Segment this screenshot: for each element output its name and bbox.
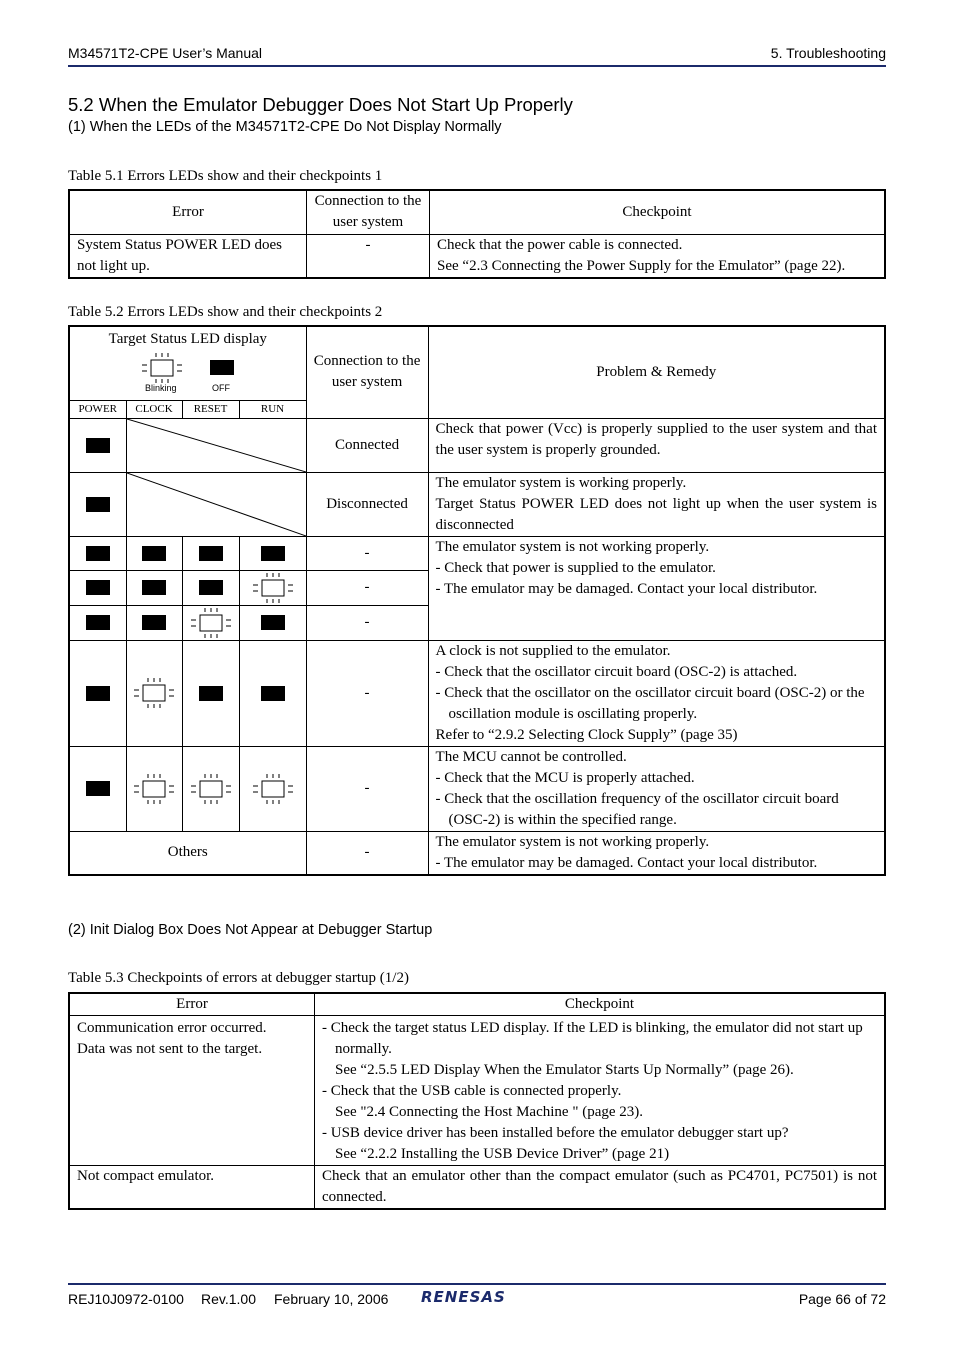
table1-header-error: Error bbox=[69, 190, 307, 234]
led-blinking-icon bbox=[132, 772, 176, 806]
led-off-icon bbox=[86, 686, 110, 701]
led-off-icon bbox=[142, 580, 166, 595]
footer-date: February 10, 2006 bbox=[274, 1291, 389, 1307]
check-line: - Check the target status LED display. If the LED is blinking, the emulator did not start up normally. bbox=[322, 1020, 863, 1057]
remedy-connected: Check that power (Vcc) is properly supplied to the user system and that the user system is properly grounded. bbox=[428, 418, 885, 472]
remedy-line: The emulator system is working properly. bbox=[435, 474, 687, 491]
header-chapter: 5. Troubleshooting bbox=[770, 45, 886, 61]
footer-rule bbox=[68, 1283, 886, 1285]
led-clock-cell bbox=[126, 570, 182, 605]
led-run-cell bbox=[239, 640, 306, 746]
led-reset-cell bbox=[182, 570, 239, 605]
led-blinking-icon bbox=[189, 606, 233, 640]
table2-caption: Table 5.2 Errors LEDs show and their checkpoints 2 bbox=[68, 304, 383, 320]
led-off-icon bbox=[261, 546, 285, 561]
remedy-line: Target Status POWER LED does not light up when the user system is disconnected bbox=[435, 495, 877, 533]
footer-doc-number: REJ10J0972-0100 bbox=[68, 1291, 184, 1307]
led-off-icon bbox=[86, 438, 110, 453]
subsection-title-init-dialog: (2) Init Dialog Box Does Not Appear at Debugger Startup bbox=[68, 922, 433, 938]
led-run-cell bbox=[239, 746, 306, 831]
led-reset-cell bbox=[182, 536, 239, 570]
led-reset-cell bbox=[182, 746, 239, 831]
remedy-line: - Check that the oscillator on the oscillator circuit board (OSC-2) or the oscillation module is oscillating properly. bbox=[435, 684, 865, 722]
led-diagonal-cell bbox=[126, 418, 306, 472]
table1 bbox=[68, 189, 886, 279]
check-line: - USB device driver has been installed before the emulator debugger start up? bbox=[322, 1125, 789, 1141]
led-off-icon bbox=[86, 546, 110, 561]
check-ref: See “2.5.5 LED Display When the Emulator Starts Up Normally” (page 26). bbox=[335, 1062, 794, 1078]
header-manual-title: M34571T2-CPE User’s Manual bbox=[68, 45, 263, 61]
led-power-cell bbox=[69, 418, 126, 472]
led-name-clock: CLOCK bbox=[126, 400, 182, 418]
table3-cell-checkpoint bbox=[315, 1016, 886, 1166]
connection-dash: - bbox=[306, 605, 428, 640]
remedy-line: - Check that the oscillator circuit board (OSC-2) is attached. bbox=[435, 663, 798, 680]
remedy-line: - The emulator may be damaged. Contact your local distributor. bbox=[435, 580, 818, 597]
table3-header-error: Error bbox=[69, 993, 315, 1016]
remedy-mcu bbox=[428, 746, 885, 831]
remedy-line: - Check that the MCU is properly attached. bbox=[435, 769, 695, 786]
table2-header-remedy: Problem & Remedy bbox=[428, 326, 885, 418]
table2 bbox=[68, 325, 886, 876]
legend-blinking-led-icon bbox=[140, 351, 184, 385]
table3-header-checkpoint: Checkpoint bbox=[315, 993, 886, 1016]
remedy-line: The emulator system is not working properly. bbox=[435, 833, 710, 850]
led-blinking-icon bbox=[251, 571, 295, 605]
led-off-icon bbox=[86, 497, 110, 512]
section-title: 5.2 When the Emulator Debugger Does Not Start Up Properly bbox=[68, 94, 573, 115]
led-power-cell bbox=[69, 472, 126, 536]
led-power-cell bbox=[69, 605, 126, 640]
remedy-line: - Check that power is supplied to the emulator. bbox=[435, 559, 716, 576]
diagonal-line bbox=[127, 419, 306, 472]
table1-header-connection: Connection to the user system bbox=[307, 190, 430, 234]
remedy-line: The emulator system is not working properly. bbox=[435, 538, 710, 555]
table3-cell-error: Not compact emulator. bbox=[69, 1166, 315, 1210]
table3-cell-checkpoint: Check that an emulator other than the compact emulator (such as PC4701, PC7501) is not connected. bbox=[315, 1166, 886, 1210]
table3-caption: Table 5.3 Checkpoints of errors at debugger startup (1/2) bbox=[68, 970, 409, 986]
remedy-line: - Check that the oscillation frequency of the oscillator circuit board (OSC-2) is within the specified range. bbox=[435, 790, 839, 828]
led-off-icon bbox=[142, 615, 166, 630]
led-run-cell bbox=[239, 570, 306, 605]
led-power-cell bbox=[69, 640, 126, 746]
led-off-icon bbox=[86, 580, 110, 595]
led-legend bbox=[70, 350, 306, 398]
led-diagonal-cell bbox=[126, 472, 306, 536]
led-name-reset: RESET bbox=[182, 400, 239, 418]
remedy-line: - The emulator may be damaged. Contact your local distributor. bbox=[435, 854, 818, 871]
remedy-line: Refer to “2.9.2 Selecting Clock Supply” (page 35) bbox=[435, 726, 738, 743]
header-rule bbox=[68, 65, 886, 67]
led-display-header bbox=[69, 326, 306, 400]
table1-check-ref: See “2.3 Connecting the Power Supply for the Emulator” (page 22). bbox=[437, 257, 846, 274]
led-clock-cell bbox=[126, 605, 182, 640]
led-off-icon bbox=[261, 686, 285, 701]
table1-header-checkpoint: Checkpoint bbox=[430, 190, 886, 234]
table1-cell-connection: - bbox=[307, 234, 430, 278]
remedy-line: The MCU cannot be controlled. bbox=[435, 748, 627, 765]
subsection-title-leds: (1) When the LEDs of the M34571T2-CPE Do Not Display Normally bbox=[68, 119, 502, 135]
led-power-cell bbox=[69, 536, 126, 570]
check-ref: See "2.4 Connecting the Host Machine " (page 23). bbox=[335, 1104, 644, 1120]
legend-off-label: OFF bbox=[212, 383, 230, 393]
table1-cell-checkpoint bbox=[430, 234, 886, 278]
led-blinking-icon bbox=[189, 772, 233, 806]
diagonal-line bbox=[127, 473, 306, 536]
check-ref: See “2.2.2 Installing the USB Device Driver” (page 21) bbox=[335, 1146, 670, 1162]
led-off-icon bbox=[261, 615, 285, 630]
error-line: Communication error occurred. bbox=[77, 1020, 267, 1036]
connection-connected: Connected bbox=[306, 418, 428, 472]
remedy-clock bbox=[428, 640, 885, 746]
remedy-others bbox=[428, 831, 885, 875]
led-power-cell bbox=[69, 570, 126, 605]
connection-dash: - bbox=[306, 831, 428, 875]
led-run-cell bbox=[239, 536, 306, 570]
led-off-icon bbox=[199, 546, 223, 561]
led-blinking-icon bbox=[132, 676, 176, 710]
led-clock-cell bbox=[126, 746, 182, 831]
renesas-logo: RENESAS bbox=[421, 1288, 506, 1306]
led-off-icon bbox=[86, 615, 110, 630]
connection-dash: - bbox=[306, 746, 428, 831]
led-off-icon bbox=[86, 781, 110, 796]
led-reset-cell bbox=[182, 640, 239, 746]
led-power-cell bbox=[69, 746, 126, 831]
others-label: Others bbox=[69, 831, 306, 875]
footer-page-number: Page 66 of 72 bbox=[798, 1291, 886, 1307]
connection-dash: - bbox=[306, 570, 428, 605]
connection-dash: - bbox=[306, 640, 428, 746]
table1-caption: Table 5.1 Errors LEDs show and their checkpoints 1 bbox=[68, 168, 383, 184]
remedy-line: A clock is not supplied to the emulator. bbox=[435, 642, 671, 659]
led-name-power: POWER bbox=[69, 400, 126, 418]
error-line: Data was not sent to the target. bbox=[77, 1041, 263, 1057]
remedy-not-working bbox=[428, 536, 885, 640]
led-off-icon bbox=[199, 580, 223, 595]
led-off-icon bbox=[199, 686, 223, 701]
table1-check-line: Check that the power cable is connected. bbox=[437, 236, 683, 253]
legend-off-led-icon bbox=[210, 360, 234, 375]
led-clock-cell bbox=[126, 640, 182, 746]
legend-blinking-label: Blinking bbox=[145, 383, 177, 393]
led-off-icon bbox=[142, 546, 166, 561]
led-name-run: RUN bbox=[239, 400, 306, 418]
led-blinking-icon bbox=[251, 772, 295, 806]
connection-dash: - bbox=[306, 536, 428, 570]
table2-header-connection: Connection to the user system bbox=[306, 326, 428, 418]
remedy-disconnected bbox=[428, 472, 885, 536]
connection-disconnected: Disconnected bbox=[306, 472, 428, 536]
table3 bbox=[68, 992, 886, 1210]
footer-revision: Rev.1.00 bbox=[201, 1291, 256, 1307]
led-reset-cell bbox=[182, 605, 239, 640]
check-line: - Check that the USB cable is connected properly. bbox=[322, 1083, 622, 1099]
led-clock-cell bbox=[126, 536, 182, 570]
table3-cell-error bbox=[69, 1016, 315, 1166]
table1-cell-error: System Status POWER LED does not light up. bbox=[69, 234, 307, 278]
led-run-cell bbox=[239, 605, 306, 640]
led-display-title: Target Status LED display bbox=[108, 331, 267, 347]
